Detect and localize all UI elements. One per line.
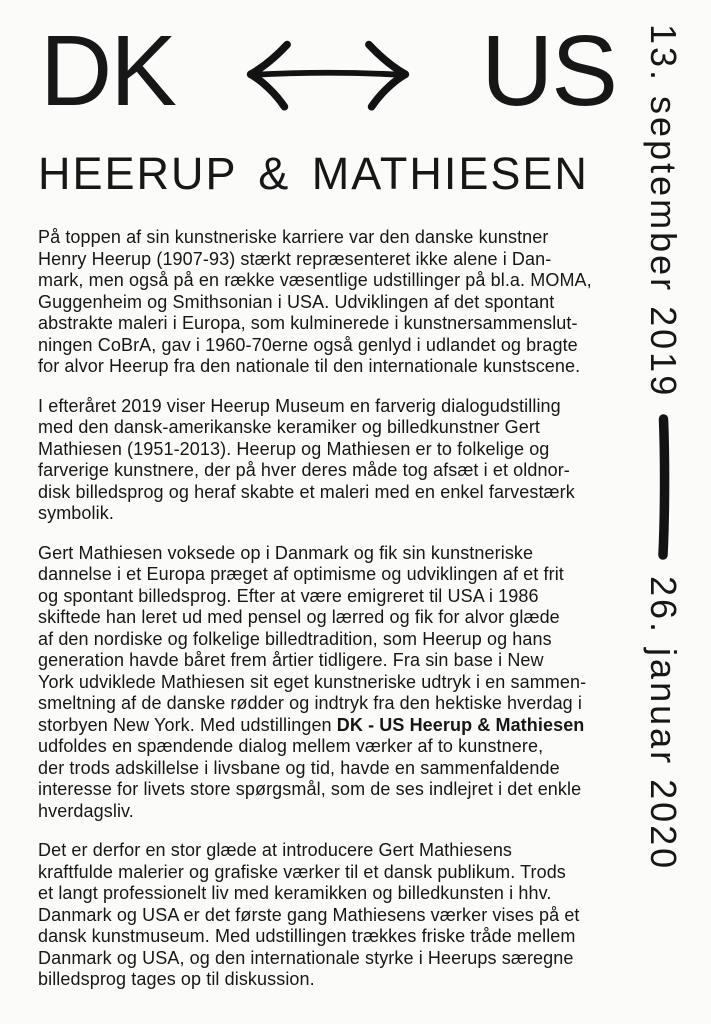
main-content xyxy=(38,15,618,1009)
date-separator-dash-icon xyxy=(655,412,671,562)
paragraph-2: I efteråret 2019 viser Heerup Museum en farverig dialogudstilling med den dansk-amerikanske keramiker og billedkunstner Gert Mathiesen (1951-2013). Heerup og Mathiesen er to folkelige og farverige kunstnere, der på hver deres måde tog afsæt i et oldnor- disk billedsprog og heraf skabte et maleri med en enkel farvestærk symbolik. xyxy=(38,395,575,523)
paragraph-3: Gert Mathiesen voksede op i Danmark og fik sin kunstneriske dannelse i et Europa præget af optimisme og udviklingen af et frit og spontant billedsprog. Efter at være emigreret til USA i 1986 skiftede han leret ud med pensel og lærred og fik for alvor glæde af den nordiske og folkelige billedtradition, som Heerup og hans generation havde båret frem årtier tidligere. Fra sin base i New York udviklede Mathiesen sit eget kunstneriske udtryk i en sammen- smeltning af de danske rødder og indtryk fra den hektiske hverdag i storbyen New York. Med udstillingen DK - US Heerup & Mathiesen udfoldes en spændende dialog mellem værker af to kunstnere, der trods adskillelse i livsbane og tid, havde en sammenfaldende interesse for livets store spørgsmål, som de ses indlejret i det enkle hverdagsliv. xyxy=(38,542,587,821)
header xyxy=(38,15,618,199)
end-date: 26. januar 2020 xyxy=(643,576,684,872)
paragraph-4: Det er derfor en stor glæde at introducere Gert Mathiesens kraftfulde malerier og grafiske værker til et dansk publikum. Trods et langt professionelt liv med keramikken og billedkunsten i hhv. Danmark og USA er det første gang Mathiesens værker vises på et dansk kunstmuseum. Med udstillingen trækkes friske tråde mellem Danmark og USA, og den internationale styrke i Heerups særegne billedsprog tages op til diskussion. xyxy=(38,840,580,989)
title-row xyxy=(38,15,618,127)
title-country-us: US xyxy=(481,15,616,127)
paragraph-1: På toppen af sin kunstneriske karriere var den danske kunstner Henry Heerup (1907-93) stærkt repræsenteret ikke alene i Dan- mark, men også på en række væsentlige udstillinger på bl.a. MOMA, Guggenheim og Smithsonian i USA. Udviklingen af det spontant abstrakte maleri i Europa, som kulminerede i kunstnersammenslut- ningen CoBrA, gav i 1960-70erne også genlyd i udlandet og bragte for alvor Heerup fra den nationale til den internationale kunstscene. xyxy=(38,227,592,376)
body-text xyxy=(38,227,618,991)
double-headed-arrow-icon xyxy=(229,33,427,113)
start-date: 13. september 2019 xyxy=(643,24,684,399)
subtitle: HEERUP & MATHIESEN xyxy=(38,148,589,199)
title-country-dk: DK xyxy=(40,15,175,127)
date-rail xyxy=(643,24,683,871)
